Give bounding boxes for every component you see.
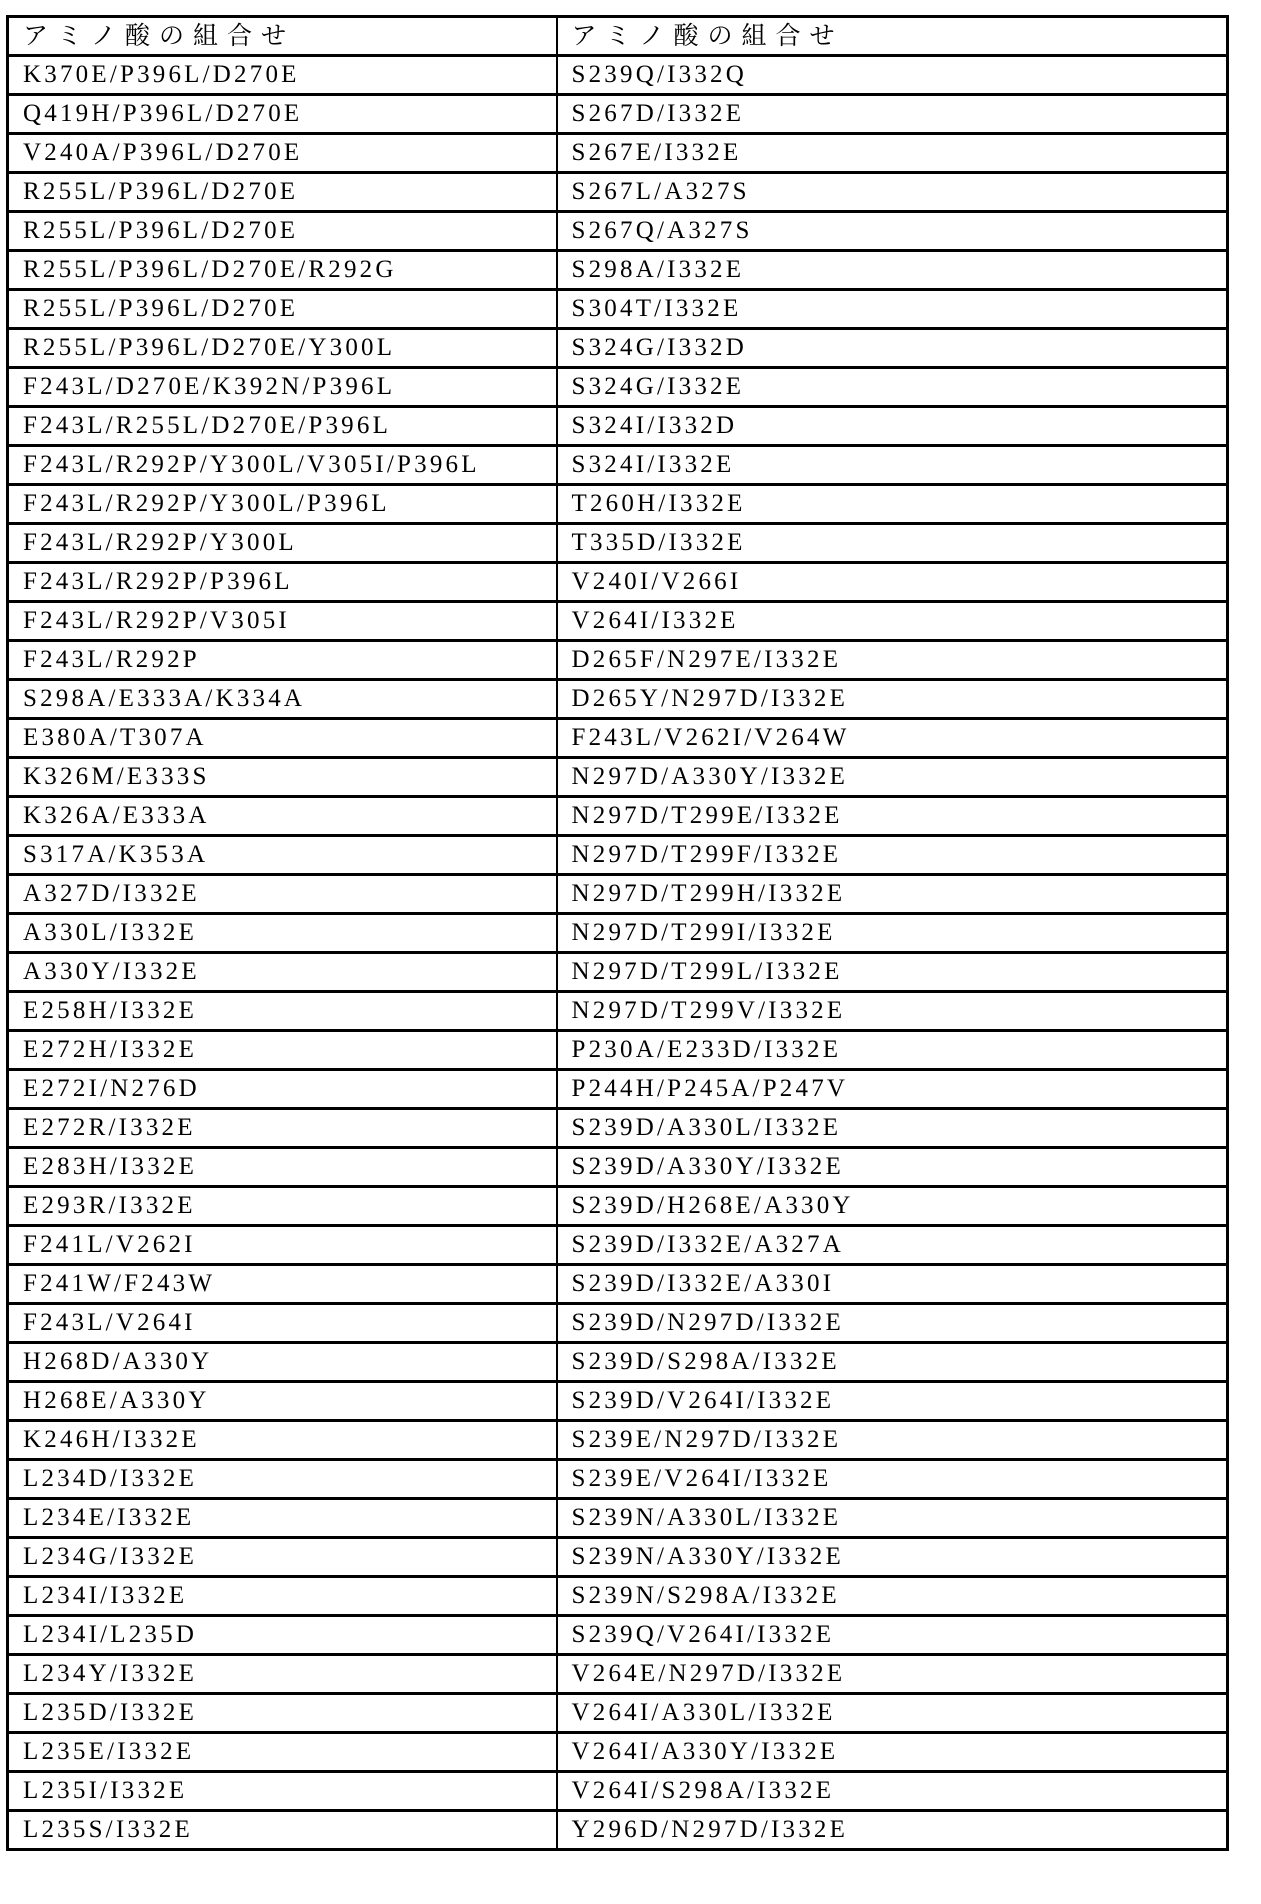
cell-combination-right: S239D/V264I/I332E [557,1382,1228,1421]
cell-combination-right: S239D/I332E/A330I [557,1265,1228,1304]
cell-combination-right: S239D/A330Y/I332E [557,1148,1228,1187]
column-header-left: アミノ酸の組合せ [8,17,557,56]
cell-combination-left: R255L/P396L/D270E/Y300L [8,329,557,368]
table-row [8,1343,1228,1382]
cell-combination-left: F243L/D270E/K392N/P396L [8,368,557,407]
cell-combination-right: S239D/I332E/A327A [557,1226,1228,1265]
cell-combination-right: N297D/T299I/I332E [557,914,1228,953]
cell-combination-left: F241W/F243W [8,1265,557,1304]
table-row [8,641,1228,680]
cell-combination-right: N297D/T299H/I332E [557,875,1228,914]
cell-combination-left: K326A/E333A [8,797,557,836]
cell-combination-left: E258H/I332E [8,992,557,1031]
cell-combination-right: D265F/N297E/I332E [557,641,1228,680]
cell-combination-left: F243L/R292P/Y300L/P396L [8,485,557,524]
table-row [8,1460,1228,1499]
cell-combination-right: S239N/A330L/I332E [557,1499,1228,1538]
table-row [8,1538,1228,1577]
cell-combination-left: A330L/I332E [8,914,557,953]
cell-combination-left: F243L/R292P [8,641,557,680]
cell-combination-right: S239D/N297D/I332E [557,1304,1228,1343]
table-row [8,485,1228,524]
table-row [8,953,1228,992]
cell-combination-right: S324G/I332D [557,329,1228,368]
cell-combination-right: P230A/E233D/I332E [557,1031,1228,1070]
cell-combination-left: E293R/I332E [8,1187,557,1226]
cell-combination-left: R255L/P396L/D270E/R292G [8,251,557,290]
cell-combination-right: V264I/S298A/I332E [557,1772,1228,1811]
table-row [8,1733,1228,1772]
table-row [8,836,1228,875]
table-row [8,1616,1228,1655]
cell-combination-left: L235S/I332E [8,1811,557,1850]
table-row [8,1382,1228,1421]
table-row [8,251,1228,290]
cell-combination-right: T260H/I332E [557,485,1228,524]
table-row [8,1499,1228,1538]
cell-combination-right: S239N/A330Y/I332E [557,1538,1228,1577]
table-row [8,329,1228,368]
table-row [8,1655,1228,1694]
cell-combination-right: N297D/T299V/I332E [557,992,1228,1031]
table-row [8,56,1228,95]
cell-combination-right: Y296D/N297D/I332E [557,1811,1228,1850]
cell-combination-left: F243L/R255L/D270E/P396L [8,407,557,446]
cell-combination-left: V240A/P396L/D270E [8,134,557,173]
cell-combination-left: Q419H/P396L/D270E [8,95,557,134]
table-row [8,1772,1228,1811]
cell-combination-left: L234G/I332E [8,1538,557,1577]
cell-combination-right: T335D/I332E [557,524,1228,563]
table-row [8,1421,1228,1460]
cell-combination-left: L234D/I332E [8,1460,557,1499]
cell-combination-left: S298A/E333A/K334A [8,680,557,719]
cell-combination-right: S239E/N297D/I332E [557,1421,1228,1460]
cell-combination-left: R255L/P396L/D270E [8,290,557,329]
cell-combination-right: S267E/I332E [557,134,1228,173]
cell-combination-right: F243L/V262I/V264W [557,719,1228,758]
cell-combination-right: P244H/P245A/P247V [557,1070,1228,1109]
cell-combination-right: S324I/I332E [557,446,1228,485]
cell-combination-left: H268E/A330Y [8,1382,557,1421]
table-row [8,1109,1228,1148]
table-row [8,875,1228,914]
cell-combination-left: L234Y/I332E [8,1655,557,1694]
cell-combination-left: E272R/I332E [8,1109,557,1148]
table-row [8,563,1228,602]
cell-combination-right: S239D/S298A/I332E [557,1343,1228,1382]
cell-combination-right: V264I/A330L/I332E [557,1694,1228,1733]
table-row [8,992,1228,1031]
table-row [8,1577,1228,1616]
cell-combination-left: R255L/P396L/D270E [8,212,557,251]
cell-combination-right: N297D/T299L/I332E [557,953,1228,992]
cell-combination-left: K370E/P396L/D270E [8,56,557,95]
cell-combination-right: S304T/I332E [557,290,1228,329]
cell-combination-right: S324I/I332D [557,407,1228,446]
table-row [8,797,1228,836]
cell-combination-left: A327D/I332E [8,875,557,914]
cell-combination-right: N297D/A330Y/I332E [557,758,1228,797]
cell-combination-left: F241L/V262I [8,1226,557,1265]
cell-combination-left: L234I/L235D [8,1616,557,1655]
cell-combination-left: K246H/I332E [8,1421,557,1460]
cell-combination-right: S239E/V264I/I332E [557,1460,1228,1499]
table-row [8,758,1228,797]
cell-combination-left: A330Y/I332E [8,953,557,992]
cell-combination-right: S239D/A330L/I332E [557,1109,1228,1148]
table-row [8,1070,1228,1109]
table-row [8,914,1228,953]
table-row [8,1031,1228,1070]
table-row [8,290,1228,329]
cell-combination-right: S298A/I332E [557,251,1228,290]
amino-acid-combinations-table [6,15,1229,1851]
cell-combination-right: S239Q/V264I/I332E [557,1616,1228,1655]
table-row [8,1694,1228,1733]
table-row [8,1811,1228,1850]
table-header-row [8,17,1228,56]
cell-combination-right: V264I/I332E [557,602,1228,641]
cell-combination-left: E272H/I332E [8,1031,557,1070]
table-row [8,446,1228,485]
table-row [8,1265,1228,1304]
table-row [8,212,1228,251]
cell-combination-left: S317A/K353A [8,836,557,875]
cell-combination-right: N297D/T299E/I332E [557,797,1228,836]
cell-combination-right: S239D/H268E/A330Y [557,1187,1228,1226]
cell-combination-left: L235I/I332E [8,1772,557,1811]
cell-combination-right: V240I/V266I [557,563,1228,602]
table-row [8,95,1228,134]
cell-combination-left: L235E/I332E [8,1733,557,1772]
table-row [8,1187,1228,1226]
table-body [8,56,1228,1850]
cell-combination-left: L234I/I332E [8,1577,557,1616]
table-row [8,1148,1228,1187]
table-row [8,134,1228,173]
cell-combination-left: K326M/E333S [8,758,557,797]
cell-combination-right: S267D/I332E [557,95,1228,134]
table-row [8,407,1228,446]
cell-combination-left: F243L/R292P/Y300L/V305I/P396L [8,446,557,485]
column-header-right: アミノ酸の組合せ [557,17,1228,56]
cell-combination-right: S267L/A327S [557,173,1228,212]
table-row [8,524,1228,563]
cell-combination-right: S267Q/A327S [557,212,1228,251]
cell-combination-left: E283H/I332E [8,1148,557,1187]
cell-combination-right: V264E/N297D/I332E [557,1655,1228,1694]
cell-combination-left: F243L/V264I [8,1304,557,1343]
table-row [8,1226,1228,1265]
table-row [8,1304,1228,1343]
cell-combination-left: L235D/I332E [8,1694,557,1733]
cell-combination-right: D265Y/N297D/I332E [557,680,1228,719]
cell-combination-right: S239Q/I332Q [557,56,1228,95]
cell-combination-left: L234E/I332E [8,1499,557,1538]
table-row [8,602,1228,641]
cell-combination-left: F243L/R292P/P396L [8,563,557,602]
cell-combination-right: V264I/A330Y/I332E [557,1733,1228,1772]
cell-combination-left: E272I/N276D [8,1070,557,1109]
cell-combination-right: S239N/S298A/I332E [557,1577,1228,1616]
cell-combination-left: F243L/R292P/V305I [8,602,557,641]
table-row [8,719,1228,758]
cell-combination-left: H268D/A330Y [8,1343,557,1382]
cell-combination-right: N297D/T299F/I332E [557,836,1228,875]
cell-combination-left: F243L/R292P/Y300L [8,524,557,563]
table-row [8,173,1228,212]
table-row [8,680,1228,719]
cell-combination-right: S324G/I332E [557,368,1228,407]
cell-combination-left: R255L/P396L/D270E [8,173,557,212]
table-row [8,368,1228,407]
cell-combination-left: E380A/T307A [8,719,557,758]
